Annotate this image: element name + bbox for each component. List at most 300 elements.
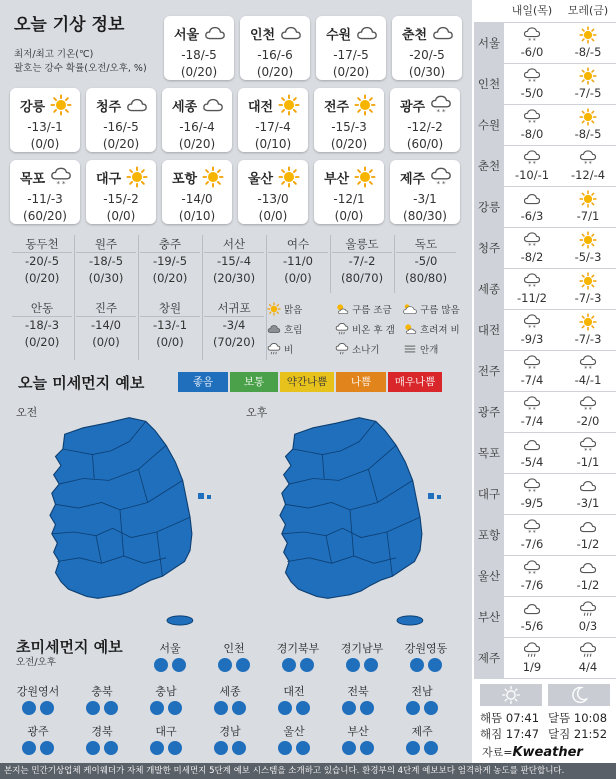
small-city-name: 창원 — [140, 299, 200, 317]
dot-am — [282, 658, 296, 672]
dot-am — [22, 741, 36, 755]
city-rain: (0/20) — [332, 65, 370, 79]
rain-icon — [578, 641, 598, 659]
dot-pm — [104, 701, 118, 715]
legend-label: 흐림 — [284, 325, 303, 336]
legend-label: 안개 — [420, 345, 439, 356]
dot-pm — [424, 701, 438, 715]
moon-box — [548, 684, 610, 706]
city-name: 대구 — [96, 172, 122, 187]
dot-am — [342, 741, 356, 755]
fine-dust-region: 대구 — [155, 725, 177, 738]
col-day-after: 모레(금) — [567, 4, 609, 17]
fine-dust-dots — [266, 741, 322, 755]
snow-icon — [522, 477, 542, 495]
cloud-icon — [202, 94, 224, 116]
dot-pm — [168, 741, 182, 755]
legend-item-3 — [266, 322, 302, 336]
forecast-city: 춘천 — [474, 146, 504, 187]
dot-pm — [300, 658, 314, 672]
legend-label: 구름 많음 — [420, 305, 460, 316]
subtitle-rain: 괄호는 강수 확률(오전/오후, %) — [14, 63, 147, 74]
rain-then-clear-icon — [334, 322, 350, 336]
forecast-row — [474, 187, 616, 228]
small-city-temp: -11/0 — [283, 254, 313, 268]
dot-am — [406, 741, 420, 755]
mostly-cloudy-icon — [402, 302, 418, 316]
dot-pm — [232, 741, 246, 755]
city-name: 서울 — [174, 28, 200, 43]
fine-dust-dots — [330, 741, 386, 755]
sun-icon — [202, 166, 224, 188]
forecast-d2: -5/-3 — [574, 250, 602, 264]
sun-icon — [278, 94, 300, 116]
city-rain: (0/30) — [408, 65, 446, 79]
snow-icon — [522, 108, 542, 126]
city-card-2 — [316, 16, 386, 80]
small-city-temp: -19/-5 — [152, 254, 188, 268]
forecast-d2: -2/0 — [576, 414, 600, 428]
forecast-d1: -5/6 — [520, 619, 544, 633]
forecast-row — [474, 556, 616, 597]
forecast-city: 부산 — [474, 597, 504, 638]
footer-note: 본지는 민간기상업체 케이웨더가 자체 개발한 미세먼지 5단계 예보 시스템을 소개하고 있습니다. 환경부의 4단계 예보보다 엄격하게 농도를 판단합니다. — [0, 763, 616, 779]
snow-icon — [522, 26, 542, 44]
rain-icon — [522, 641, 542, 659]
snow-icon — [522, 67, 542, 85]
small-city-3 — [202, 235, 266, 287]
city-name: 수원 — [326, 28, 352, 43]
sun-icon — [578, 108, 598, 126]
small-city-temp: -18/-5 — [88, 254, 124, 268]
small-city-rain: (0/20) — [152, 271, 188, 285]
fine-dust-region: 경남 — [219, 725, 241, 738]
sun-icon — [50, 94, 72, 116]
city-card-6 — [162, 88, 232, 152]
fine-dust-region: 광주 — [27, 725, 49, 738]
city-name: 포항 — [172, 172, 198, 187]
city-rain: (0/0) — [30, 137, 60, 151]
snow-icon — [50, 166, 72, 188]
forecast-row — [474, 269, 616, 310]
fine-dust-subtitle: 오전/오후 — [16, 657, 56, 668]
dot-pm — [428, 658, 442, 672]
city-temp: -16/-6 — [257, 48, 293, 62]
col-tomorrow: 내일(목) — [511, 4, 553, 17]
forecast-city: 청주 — [474, 228, 504, 269]
sun-icon — [578, 190, 598, 208]
legend-label: 비온 후 갬 — [352, 325, 395, 336]
city-temp: -11/-3 — [27, 192, 63, 206]
small-city-temp: -15/-4 — [216, 254, 252, 268]
fine-dust-region: 전북 — [347, 685, 369, 698]
forecast-city: 강릉 — [474, 187, 504, 228]
city-rain: (0/20) — [330, 137, 368, 151]
snow-icon — [522, 518, 542, 536]
city-card-10 — [10, 160, 80, 224]
overcast-icon — [266, 322, 282, 336]
snow-icon — [578, 149, 598, 167]
forecast-city: 서울 — [474, 23, 504, 64]
snow-icon — [578, 354, 598, 372]
dot-am — [22, 701, 36, 715]
forecast-d1: -7/6 — [520, 578, 544, 592]
forecast-d1: -7/4 — [520, 414, 544, 428]
legend-item-8 — [402, 342, 438, 356]
moonset: 달짐 21:52 — [548, 727, 608, 741]
city-temp: -17/-5 — [333, 48, 369, 62]
snow-icon — [430, 166, 452, 188]
city-temp: -12/1 — [333, 192, 365, 206]
legend-item-5 — [402, 322, 460, 336]
forecast-d1: -5/4 — [520, 455, 544, 469]
city-temp: -16/-4 — [179, 120, 215, 134]
sunrise: 해뜸 07:41 — [480, 711, 540, 725]
fine-dust-region: 충북 — [91, 685, 113, 698]
cloud-icon — [126, 94, 148, 116]
forecast-city: 울산 — [474, 556, 504, 597]
dust-level-1: 보통 — [230, 372, 278, 392]
forecast-d1: -9/3 — [520, 332, 544, 346]
sun-icon — [578, 231, 598, 249]
forecast-row — [474, 105, 616, 146]
small-city-rain: (80/80) — [404, 271, 448, 285]
city-name: 제주 — [400, 172, 426, 187]
legend-label: 구름 조금 — [352, 305, 392, 316]
small-city-rain: (20/30) — [212, 271, 256, 285]
city-name: 울산 — [248, 172, 274, 187]
snow-icon — [522, 272, 542, 290]
fine-dust-region: 부산 — [347, 725, 369, 738]
legend-label: 소나기 — [352, 345, 380, 356]
dot-pm — [104, 741, 118, 755]
dust-title: 오늘 미세먼지 예보 — [18, 374, 145, 392]
dot-pm — [168, 701, 182, 715]
city-rain: (0/20) — [102, 137, 140, 151]
small-city-temp: -20/-5 — [24, 254, 60, 268]
dot-pm — [40, 741, 54, 755]
forecast-city: 제주 — [474, 638, 504, 679]
forecast-d2: -7/1 — [576, 209, 600, 223]
dot-pm — [172, 658, 186, 672]
fine-dust-region: 경기북부 — [276, 642, 320, 655]
city-card-0 — [164, 16, 234, 80]
fine-dust-dots — [398, 658, 454, 672]
fine-dust-region: 인천 — [223, 642, 245, 655]
small-city-temp: -14/0 — [91, 318, 121, 332]
forecast-row — [474, 228, 616, 269]
dot-pm — [236, 658, 250, 672]
cloud-icon — [578, 477, 598, 495]
partly-cloudy-icon — [334, 302, 350, 316]
dust-level-4: 매우나쁨 — [388, 372, 442, 392]
forecast-d2: 4/4 — [578, 660, 598, 674]
dot-am — [278, 741, 292, 755]
forecast-panel — [474, 0, 616, 763]
city-temp: -13/0 — [257, 192, 289, 206]
dot-pm — [360, 741, 374, 755]
dot-am — [218, 658, 232, 672]
city-rain: (0/0) — [334, 209, 364, 223]
city-name: 세종 — [172, 100, 198, 115]
forecast-d1: -8/2 — [520, 250, 544, 264]
city-card-5 — [86, 88, 156, 152]
city-name: 청주 — [96, 100, 122, 115]
page-title: 오늘 기상 정보 — [14, 15, 125, 35]
dust-level-2: 약간나쁨 — [280, 372, 334, 392]
small-city-temp: -13/-1 — [152, 318, 188, 332]
fine-dust-dots — [206, 658, 262, 672]
dot-pm — [364, 658, 378, 672]
fine-dust-region: 제주 — [411, 725, 433, 738]
small-city-rain: (0/0) — [92, 335, 120, 349]
city-name: 부산 — [324, 172, 350, 187]
dokdo-pm — [428, 484, 446, 492]
sun-icon — [354, 166, 376, 188]
city-rain: (0/20) — [256, 65, 294, 79]
forecast-d2: -7/-5 — [574, 86, 602, 100]
city-card-3 — [392, 16, 462, 80]
city-temp: -3/1 — [413, 192, 437, 206]
small-city-name: 진주 — [76, 299, 136, 317]
dust-map-am — [20, 414, 220, 626]
small-cities-table — [10, 235, 460, 360]
small-city-rain: (0/30) — [88, 271, 124, 285]
sun-icon — [578, 67, 598, 85]
sunset: 해짐 17:47 — [480, 727, 540, 741]
small-city-rain: (0/0) — [156, 335, 184, 349]
small-city-name: 원주 — [76, 235, 136, 253]
dot-pm — [424, 741, 438, 755]
cloud-icon — [356, 22, 378, 44]
moonrise: 달뜸 10:08 — [548, 711, 608, 725]
fine-dust-dots — [10, 701, 66, 715]
forecast-row — [474, 392, 616, 433]
small-city-rain: (0/0) — [284, 271, 312, 285]
forecast-d1: -8/0 — [520, 127, 544, 141]
forecast-row — [474, 433, 616, 474]
dot-am — [86, 741, 100, 755]
dot-am — [278, 701, 292, 715]
source-prefix: 자료= — [482, 746, 513, 759]
forecast-d1: -11/2 — [517, 291, 547, 305]
rain-icon — [578, 600, 598, 618]
cloud-icon — [432, 22, 454, 44]
legend-label: 비 — [284, 345, 294, 356]
small-city-4 — [266, 235, 330, 287]
subtitle-temp: 최저/최고 기온(℃) — [14, 49, 94, 60]
snow-icon — [522, 395, 542, 413]
small-city-name: 서산 — [204, 235, 264, 253]
forecast-d1: -6/3 — [520, 209, 544, 223]
city-name: 대전 — [248, 100, 274, 115]
legend-label: 맑음 — [284, 305, 303, 316]
legend-item-4 — [334, 322, 395, 336]
legend-label: 흐려져 비 — [420, 325, 460, 336]
sun-icon — [578, 313, 598, 331]
city-temp: -18/-5 — [181, 48, 217, 62]
snow-icon — [522, 559, 542, 577]
city-rain: (0/0) — [258, 209, 288, 223]
sun-icon — [501, 685, 521, 705]
forecast-city: 포항 — [474, 515, 504, 556]
city-name: 광주 — [400, 100, 426, 115]
city-rain: (0/0) — [106, 209, 136, 223]
small-city-rain: (0/20) — [24, 271, 60, 285]
forecast-city: 대전 — [474, 310, 504, 351]
dot-am — [154, 658, 168, 672]
fine-dust-region: 세종 — [219, 685, 241, 698]
small-city-5 — [330, 235, 394, 287]
small-city-temp: -18/-3 — [24, 318, 60, 332]
forecast-row — [474, 474, 616, 515]
fine-dust-dots — [202, 701, 258, 715]
city-temp: -16/-5 — [103, 120, 139, 134]
city-rain: (60/0) — [406, 137, 444, 151]
cloud-icon — [204, 22, 226, 44]
fine-dust-region: 서울 — [159, 642, 181, 655]
fine-dust-region: 울산 — [283, 725, 305, 738]
fine-dust-dots — [266, 701, 322, 715]
fine-dust-dots — [394, 741, 450, 755]
city-card-8 — [314, 88, 384, 152]
forecast-d1: -7/6 — [520, 537, 544, 551]
snow-icon — [522, 313, 542, 331]
small-city-6 — [394, 235, 458, 287]
snow-icon — [522, 354, 542, 372]
fine-dust-dots — [74, 701, 130, 715]
fine-dust-dots — [202, 741, 258, 755]
fine-dust-dots — [334, 658, 390, 672]
dust-level-3: 나쁨 — [336, 372, 386, 392]
kweather-logo: Kweather — [512, 745, 583, 760]
fine-dust-region: 충남 — [155, 685, 177, 698]
city-card-7 — [238, 88, 308, 152]
city-rain: (0/10) — [178, 209, 216, 223]
small-city-rain: (70/20) — [212, 335, 256, 349]
small-city-name: 독도 — [396, 235, 456, 253]
forecast-d1: -7/4 — [520, 373, 544, 387]
small-city-8 — [74, 299, 138, 351]
sun-box — [480, 684, 542, 706]
city-name: 춘천 — [402, 28, 428, 43]
sun-icon — [354, 94, 376, 116]
small-city-1 — [74, 235, 138, 287]
dot-am — [406, 701, 420, 715]
city-card-14 — [314, 160, 384, 224]
dot-am — [150, 741, 164, 755]
small-city-name: 동두천 — [12, 235, 72, 253]
small-city-rain: (80/70) — [340, 271, 384, 285]
dot-am — [214, 701, 228, 715]
fine-dust-title: 초미세먼지 예보 — [16, 638, 123, 656]
small-city-7 — [10, 299, 74, 351]
forecast-d2: -4/-1 — [574, 373, 602, 387]
city-name: 인천 — [250, 28, 276, 43]
snow-icon — [430, 94, 452, 116]
legend-item-7 — [334, 342, 380, 356]
fine-dust-region: 강원영동 — [404, 642, 448, 655]
dot-pm — [296, 741, 310, 755]
city-name: 전주 — [324, 100, 350, 115]
forecast-d2: -12/-4 — [570, 168, 606, 182]
small-city-name: 여수 — [268, 235, 328, 253]
snow-icon — [578, 436, 598, 454]
dot-pm — [360, 701, 374, 715]
cloud-icon — [522, 436, 542, 454]
forecast-row — [474, 515, 616, 556]
city-card-11 — [86, 160, 156, 224]
snow-icon — [522, 231, 542, 249]
forecast-d2: -7/-3 — [574, 291, 602, 305]
cloud-icon — [578, 518, 598, 536]
city-card-12 — [162, 160, 232, 224]
small-city-temp: -5/0 — [414, 254, 438, 268]
forecast-city: 전주 — [474, 351, 504, 392]
city-card-4 — [10, 88, 80, 152]
fine-dust-dots — [330, 701, 386, 715]
source-credit — [482, 744, 583, 760]
fine-dust-dots — [74, 741, 130, 755]
fine-dust-dots — [10, 741, 66, 755]
forecast-row — [474, 351, 616, 392]
map-pm-label: 오후 — [246, 406, 268, 419]
snow-icon — [578, 395, 598, 413]
city-temp: -17/-4 — [255, 120, 291, 134]
forecast-d2: -1/1 — [576, 455, 600, 469]
city-rain: (0/20) — [178, 137, 216, 151]
dot-am — [86, 701, 100, 715]
forecast-d2: -8/-5 — [574, 127, 602, 141]
fine-dust-region: 대전 — [283, 685, 305, 698]
moon-icon — [569, 685, 589, 705]
city-rain: (0/10) — [254, 137, 292, 151]
legend-item-6 — [266, 342, 293, 356]
dot-am — [150, 701, 164, 715]
fog-icon — [402, 342, 418, 356]
forecast-d1: -10/-1 — [514, 168, 550, 182]
city-rain: (80/30) — [403, 209, 447, 223]
forecast-d2: -1/2 — [576, 537, 600, 551]
small-city-name: 안동 — [12, 299, 72, 317]
small-city-name: 울릉도 — [332, 235, 392, 253]
city-temp: -20/-5 — [409, 48, 445, 62]
forecast-row — [474, 146, 616, 187]
dot-pm — [40, 701, 54, 715]
fine-dust-region: 경북 — [91, 725, 113, 738]
city-card-15 — [390, 160, 460, 224]
cloud-icon — [280, 22, 302, 44]
forecast-d1: -6/0 — [520, 45, 544, 59]
dust-map-pm — [250, 414, 450, 626]
fine-dust-dots — [142, 658, 198, 672]
dokdo-am — [198, 484, 216, 492]
forecast-d2: -3/1 — [576, 496, 600, 510]
small-city-temp: -3/4 — [222, 318, 246, 332]
forecast-d2: 0/3 — [578, 619, 598, 633]
fine-dust-region: 전남 — [411, 685, 433, 698]
fine-dust-dots — [394, 701, 450, 715]
cloud-icon — [578, 559, 598, 577]
forecast-row — [474, 638, 616, 679]
small-city-name: 서귀포 — [204, 299, 264, 317]
small-city-2 — [138, 235, 202, 287]
forecast-city: 인천 — [474, 64, 504, 105]
fine-dust-dots — [138, 701, 194, 715]
fine-dust-region: 경기남부 — [340, 642, 384, 655]
sun-icon — [278, 166, 300, 188]
city-temp: -15/-3 — [331, 120, 367, 134]
